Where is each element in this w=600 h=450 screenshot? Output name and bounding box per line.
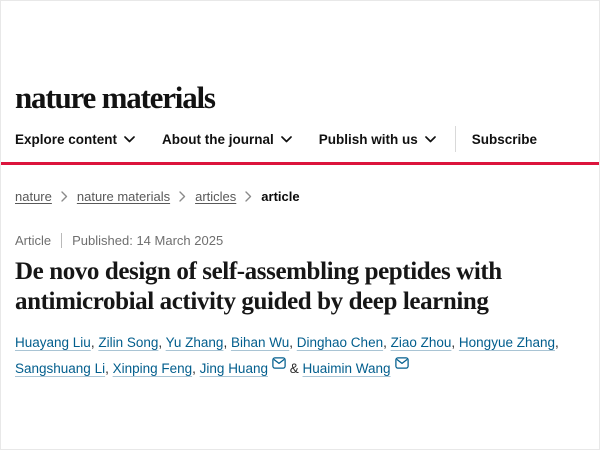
author-link[interactable]: Ziao Zhou (390, 335, 452, 350)
nav-divider (455, 126, 456, 152)
breadcrumb-item-article: article (261, 189, 300, 204)
author-link[interactable]: Dinghao Chen (296, 335, 384, 350)
author-link[interactable]: Xinping Feng (112, 361, 193, 376)
site-header (1, 1, 599, 165)
nav-item-label: Explore content (15, 131, 118, 147)
author-link[interactable]: Huayang Liu (15, 335, 91, 350)
article-title: De novo design of self-assembling peptides with antimicrobial activity guided by deep learning (15, 258, 502, 315)
meta-divider (61, 233, 62, 248)
ampersand-separator: & (285, 361, 303, 376)
breadcrumb-item-articles[interactable]: articles (195, 189, 237, 204)
author-link[interactable]: Sangshuang Li (15, 361, 106, 376)
nav-item-label: Publish with us (318, 131, 418, 147)
breadcrumb (15, 189, 599, 204)
chevron-down-icon (124, 136, 135, 143)
author-list: Huayang Liu, Zilin Song, Yu Zhang, Bihan Wu, Dinghao Chen, Ziao Zhou, Hongyue Zhang, Sangshuang Li, Xinping Feng, Jing Huang & Huaimin Wang (15, 335, 559, 376)
published-date: Published: 14 March 2025 (72, 233, 224, 248)
author-link[interactable]: Huaimin Wang (302, 361, 391, 376)
article-type-label: Article (15, 233, 52, 248)
author-link[interactable]: Bihan Wu (230, 335, 290, 350)
brand-rule (1, 162, 600, 165)
nav-item-label: Subscribe (471, 131, 538, 147)
email-icon[interactable] (395, 354, 409, 376)
breadcrumb-item-nature-materials[interactable]: nature materials (76, 189, 171, 204)
article-meta (15, 233, 599, 248)
nav-item-explore-content[interactable] (15, 132, 135, 147)
breadcrumb-item-nature[interactable]: nature (15, 189, 52, 204)
author-link[interactable]: Hongyue Zhang (458, 335, 555, 350)
nav-item-publish-with-us[interactable] (319, 132, 436, 147)
chevron-right-icon (61, 191, 68, 202)
email-icon[interactable] (272, 354, 286, 376)
nav-item-label: About the journal (162, 131, 274, 147)
chevron-down-icon (281, 136, 292, 143)
chevron-right-icon (245, 191, 252, 202)
chevron-right-icon (179, 191, 186, 202)
nav-item-about-the-journal[interactable] (162, 132, 292, 147)
nav-item-subscribe[interactable] (472, 132, 537, 147)
author-link[interactable]: Jing Huang (199, 361, 268, 376)
journal-logo[interactable]: nature materials (15, 80, 215, 115)
main-nav (15, 127, 599, 151)
chevron-down-icon (425, 136, 436, 143)
author-link[interactable]: Zilin Song (98, 335, 159, 350)
author-link[interactable]: Yu Zhang (165, 335, 224, 350)
